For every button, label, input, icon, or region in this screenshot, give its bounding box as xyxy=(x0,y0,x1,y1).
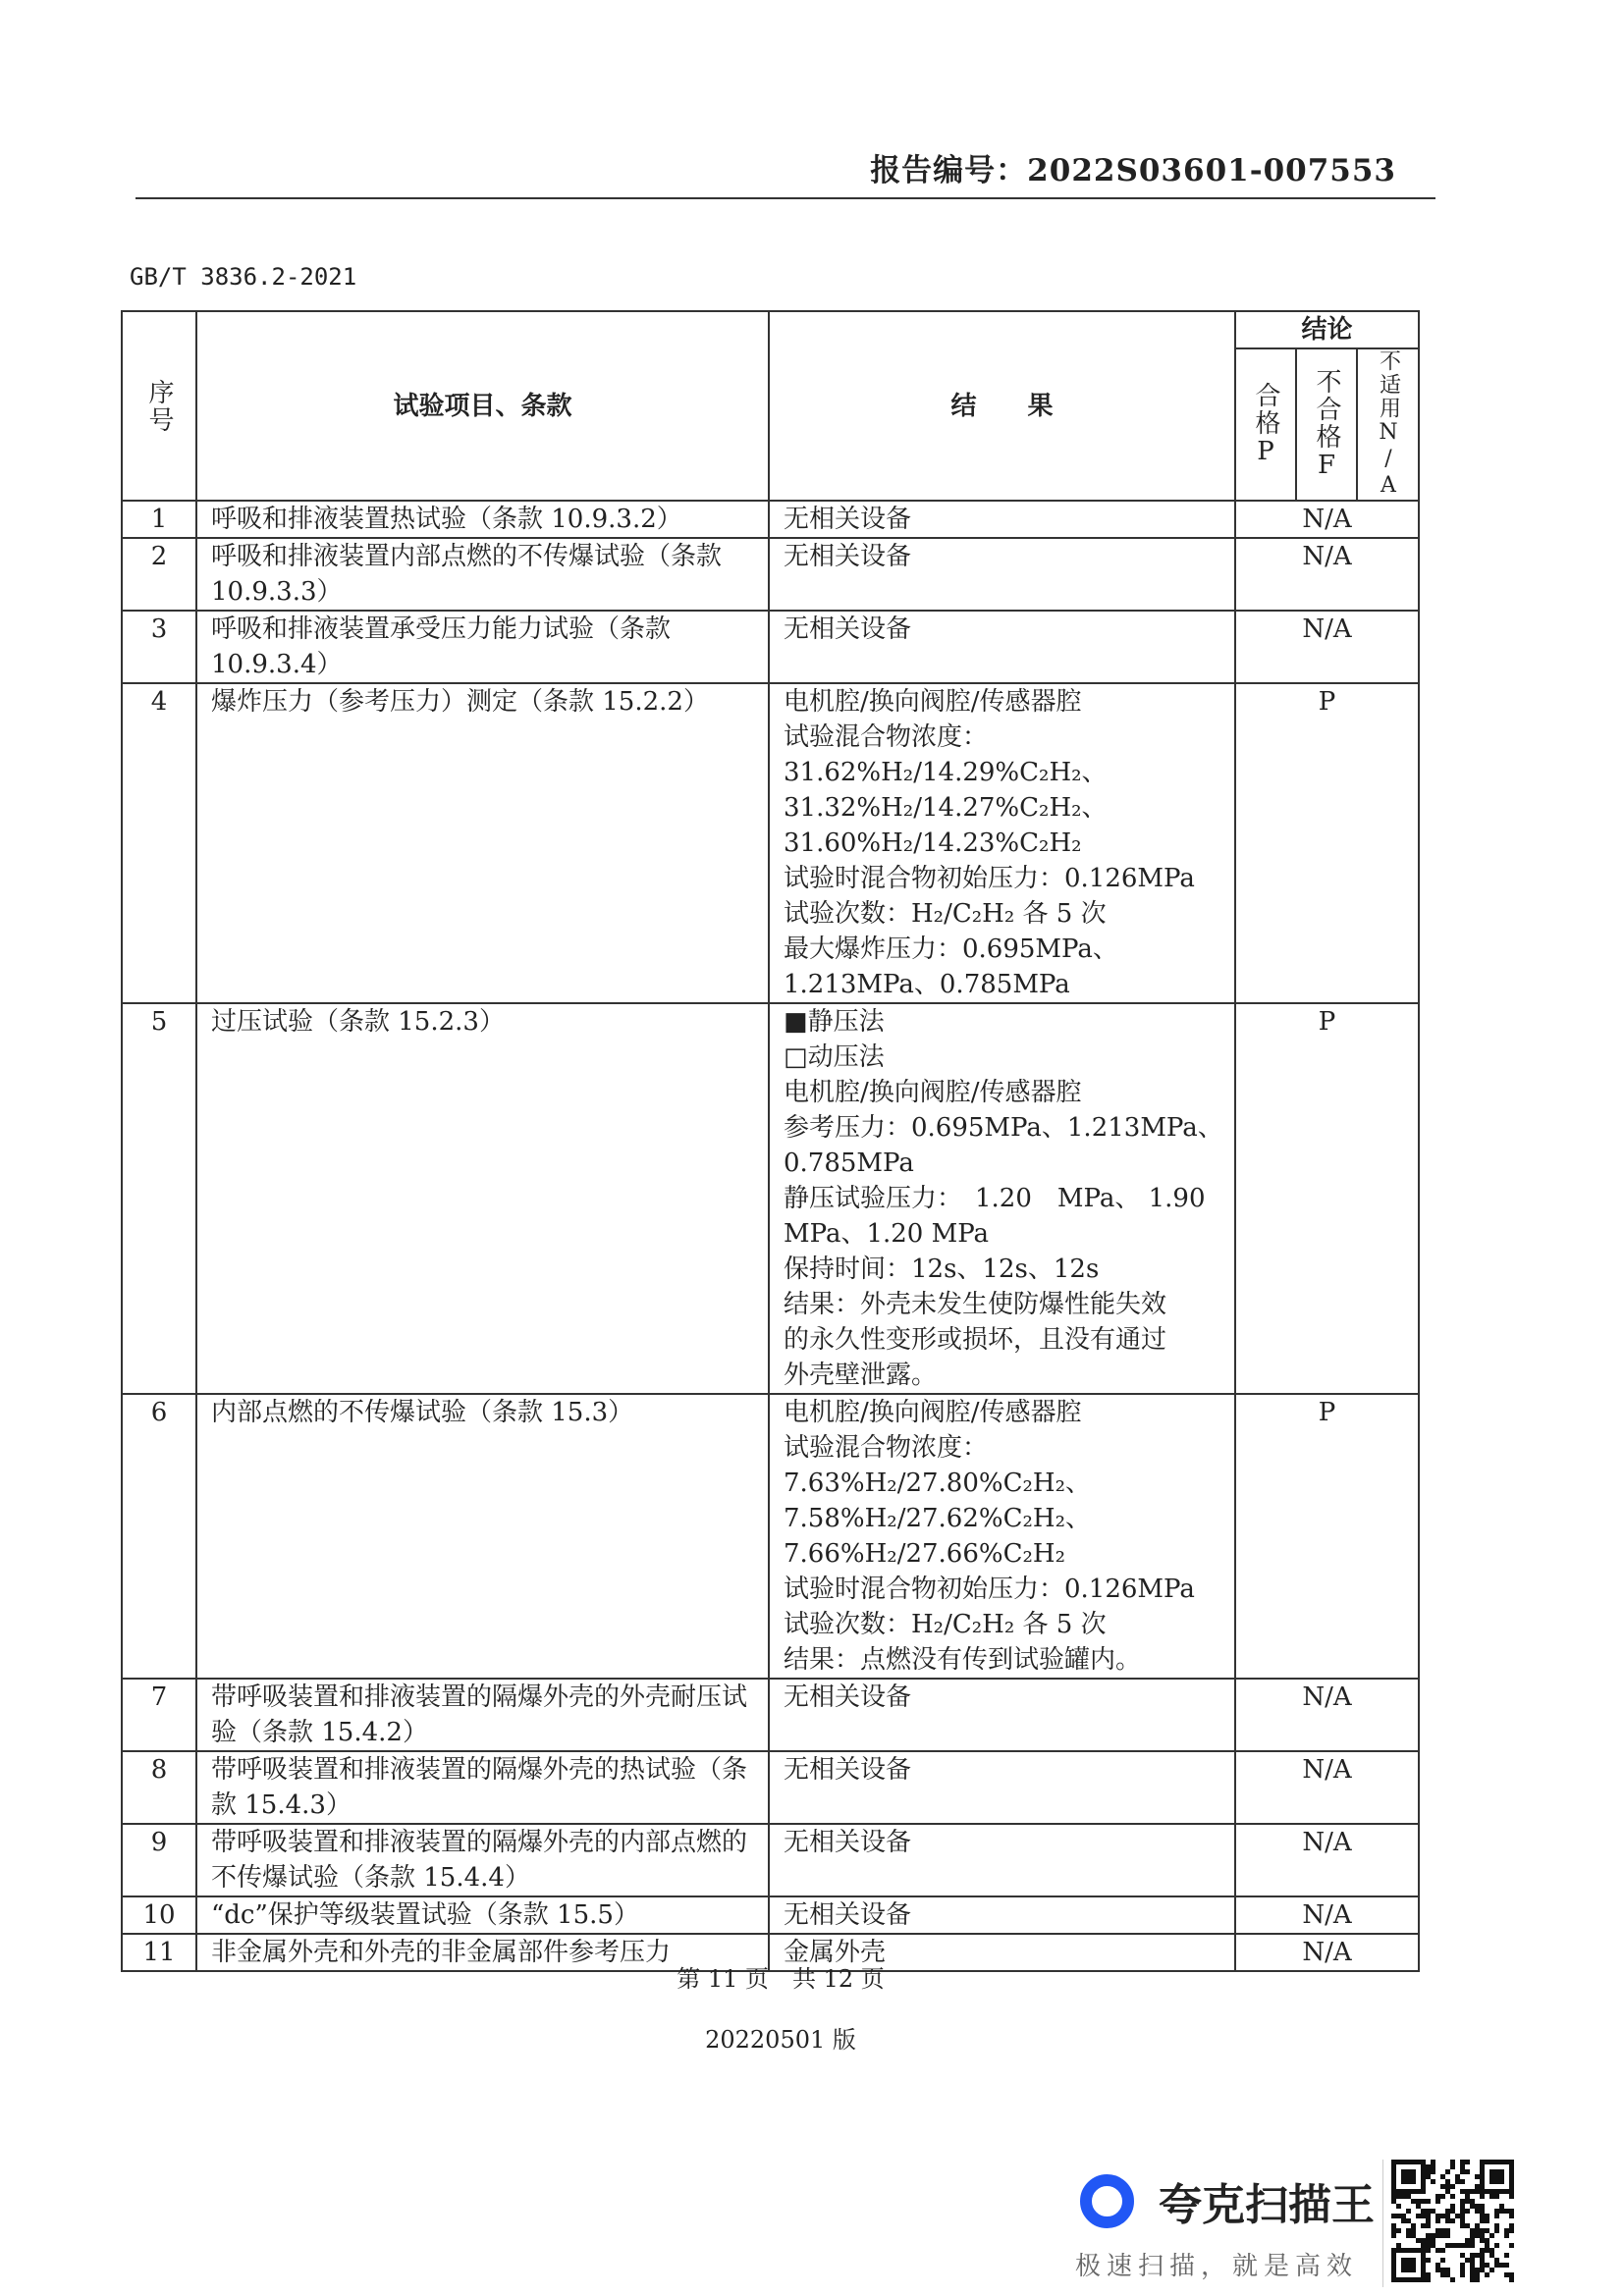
header-conclusion: 结论 xyxy=(1235,311,1419,348)
row-conclusion: N/A xyxy=(1235,1934,1419,1971)
result-line: 试验次数：H₂/C₂H₂ 各 5 次 xyxy=(784,1610,1107,1639)
result-line: 电机腔/换向阀腔/传感器腔 xyxy=(784,1398,1082,1427)
row-seq: 3 xyxy=(122,611,196,683)
row-conclusion: N/A xyxy=(1235,611,1419,683)
row-conclusion: P xyxy=(1235,1394,1419,1679)
result-line: 7.58%H₂/27.62%C₂H₂、 xyxy=(784,1504,1092,1533)
result-line: 0.785MPa xyxy=(784,1148,914,1178)
row-item: 带呼吸装置和排液装置的隔爆外壳的内部点燃的不传爆试验（条款 15.4.4） xyxy=(196,1824,769,1896)
row-item: 呼吸和排液装置热试验（条款 10.9.3.2） xyxy=(196,501,769,538)
row-seq: 5 xyxy=(122,1003,196,1394)
result-line: 无相关设备 xyxy=(784,614,912,644)
result-line: 7.63%H₂/27.80%C₂H₂、 xyxy=(784,1468,1092,1498)
row-conclusion: N/A xyxy=(1235,538,1419,611)
table-row xyxy=(122,1679,1419,1751)
result-line: 试验混合物浓度： xyxy=(784,722,989,752)
header-divider xyxy=(135,197,1435,199)
result-line: 试验时混合物初始压力：0.126MPa xyxy=(784,1575,1195,1604)
result-line: 31.32%H₂/14.27%C₂H₂、 xyxy=(784,793,1108,823)
row-result xyxy=(769,1394,1235,1679)
page-number: 第 11 页 共 12 页 xyxy=(677,1965,885,1993)
test-results-table xyxy=(121,310,1420,1972)
row-item: 爆炸压力（参考压力）测定（条款 15.2.2） xyxy=(196,683,769,1003)
row-item: 非金属外壳和外壳的非金属部件参考压力 xyxy=(196,1934,769,1971)
row-result xyxy=(769,1679,1235,1751)
row-result xyxy=(769,538,1235,611)
table-row xyxy=(122,1824,1419,1896)
header-result: 结 果 xyxy=(769,311,1235,501)
header-fail: 不合格F xyxy=(1296,348,1357,501)
result-line: 保持时间：12s、12s、12s xyxy=(784,1255,1100,1284)
table-row xyxy=(122,1003,1419,1394)
row-item: 呼吸和排液装置承受压力能力试验（条款 10.9.3.4） xyxy=(196,611,769,683)
row-seq: 4 xyxy=(122,683,196,1003)
result-line: 7.66%H₂/27.66%C₂H₂ xyxy=(784,1539,1066,1569)
result-line: 试验混合物浓度： xyxy=(784,1433,989,1463)
result-line: 无相关设备 xyxy=(784,542,912,571)
row-seq: 10 xyxy=(122,1896,196,1934)
row-result xyxy=(769,683,1235,1003)
row-item: 呼吸和排液装置内部点燃的不传爆试验（条款 10.9.3.3） xyxy=(196,538,769,611)
qr-code-icon xyxy=(1382,2160,1519,2287)
table-row xyxy=(122,1896,1419,1934)
table-row xyxy=(122,501,1419,538)
result-line: 最大爆炸压力：0.695MPa、 xyxy=(784,934,1118,964)
result-line: 静压试验压力： 1.20 MPa、 1.90 xyxy=(784,1184,1206,1213)
result-line: 无相关设备 xyxy=(784,505,912,534)
row-seq: 1 xyxy=(122,501,196,538)
result-line: 无相关设备 xyxy=(784,1900,912,1930)
report-number: 报告编号：2022S03601-007553 xyxy=(870,153,1396,188)
row-conclusion: N/A xyxy=(1235,1896,1419,1934)
result-line: 无相关设备 xyxy=(784,1755,912,1785)
result-line: 31.60%H₂/14.23%C₂H₂ xyxy=(784,828,1082,858)
table-row xyxy=(122,1394,1419,1679)
row-result xyxy=(769,611,1235,683)
result-line: ■静压法 xyxy=(784,1007,885,1037)
row-conclusion: P xyxy=(1235,683,1419,1003)
result-line: □动压法 xyxy=(784,1042,885,1072)
row-conclusion: N/A xyxy=(1235,501,1419,538)
result-line: 的永久性变形或损坏，且没有通过 xyxy=(784,1325,1167,1355)
row-item: 内部点燃的不传爆试验（条款 15.3） xyxy=(196,1394,769,1679)
row-result xyxy=(769,1896,1235,1934)
scanner-slogan: 极速扫描，就是高效 xyxy=(1075,2252,1359,2281)
row-conclusion: P xyxy=(1235,1003,1419,1394)
row-item: “dc”保护等级装置试验（条款 15.5） xyxy=(196,1896,769,1934)
result-line: 无相关设备 xyxy=(784,1828,912,1857)
row-seq: 9 xyxy=(122,1824,196,1896)
scanner-name: 夸克扫描王 xyxy=(1159,2180,1375,2230)
result-line: MPa、1.20 MPa xyxy=(784,1219,990,1249)
row-conclusion: N/A xyxy=(1235,1824,1419,1896)
row-result xyxy=(769,1824,1235,1896)
row-seq: 8 xyxy=(122,1751,196,1824)
row-result xyxy=(769,1751,1235,1824)
result-line: 电机腔/换向阀腔/传感器腔 xyxy=(784,1078,1082,1107)
header-na: 不适用N/A xyxy=(1357,348,1419,501)
result-line: 试验时混合物初始压力：0.126MPa xyxy=(784,864,1195,893)
result-line: 无相关设备 xyxy=(784,1682,912,1712)
row-seq: 7 xyxy=(122,1679,196,1751)
row-item: 带呼吸装置和排液装置的隔爆外壳的热试验（条款 15.4.3） xyxy=(196,1751,769,1824)
result-line: 外壳壁泄露。 xyxy=(784,1361,938,1390)
row-item: 过压试验（条款 15.2.3） xyxy=(196,1003,769,1394)
table-row xyxy=(122,538,1419,611)
result-line: 结果：点燃没有传到试验罐内。 xyxy=(784,1645,1142,1675)
result-line: 1.213MPa、0.785MPa xyxy=(784,970,1070,999)
header-item: 试验项目、条款 xyxy=(196,311,769,501)
table-row xyxy=(122,1751,1419,1824)
table-row xyxy=(122,611,1419,683)
result-line: 参考压力：0.695MPa、1.213MPa、 xyxy=(784,1113,1223,1143)
header-seq: 序号 xyxy=(122,311,196,501)
scanner-watermark xyxy=(1070,2160,1394,2287)
version-label: 20220501 版 xyxy=(705,2026,856,2054)
row-result xyxy=(769,501,1235,538)
table-row xyxy=(122,683,1419,1003)
result-line: 试验次数：H₂/C₂H₂ 各 5 次 xyxy=(784,899,1107,929)
row-item: 带呼吸装置和排液装置的隔爆外壳的外壳耐压试验（条款 15.4.2） xyxy=(196,1679,769,1751)
result-line: 31.62%H₂/14.29%C₂H₂、 xyxy=(784,758,1108,787)
row-conclusion: N/A xyxy=(1235,1751,1419,1824)
standard-code: GB/T 3836.2-2021 xyxy=(130,263,357,291)
row-seq: 2 xyxy=(122,538,196,611)
result-line: 金属外壳 xyxy=(784,1938,887,1967)
scanner-logo-icon xyxy=(1080,2174,1134,2228)
result-line: 电机腔/换向阀腔/传感器腔 xyxy=(784,687,1082,717)
row-result xyxy=(769,1003,1235,1394)
result-line: 结果：外壳未发生使防爆性能失效 xyxy=(784,1290,1167,1319)
row-conclusion: N/A xyxy=(1235,1679,1419,1751)
row-seq: 6 xyxy=(122,1394,196,1679)
row-seq: 11 xyxy=(122,1934,196,1971)
header-pass: 合格P xyxy=(1235,348,1296,501)
